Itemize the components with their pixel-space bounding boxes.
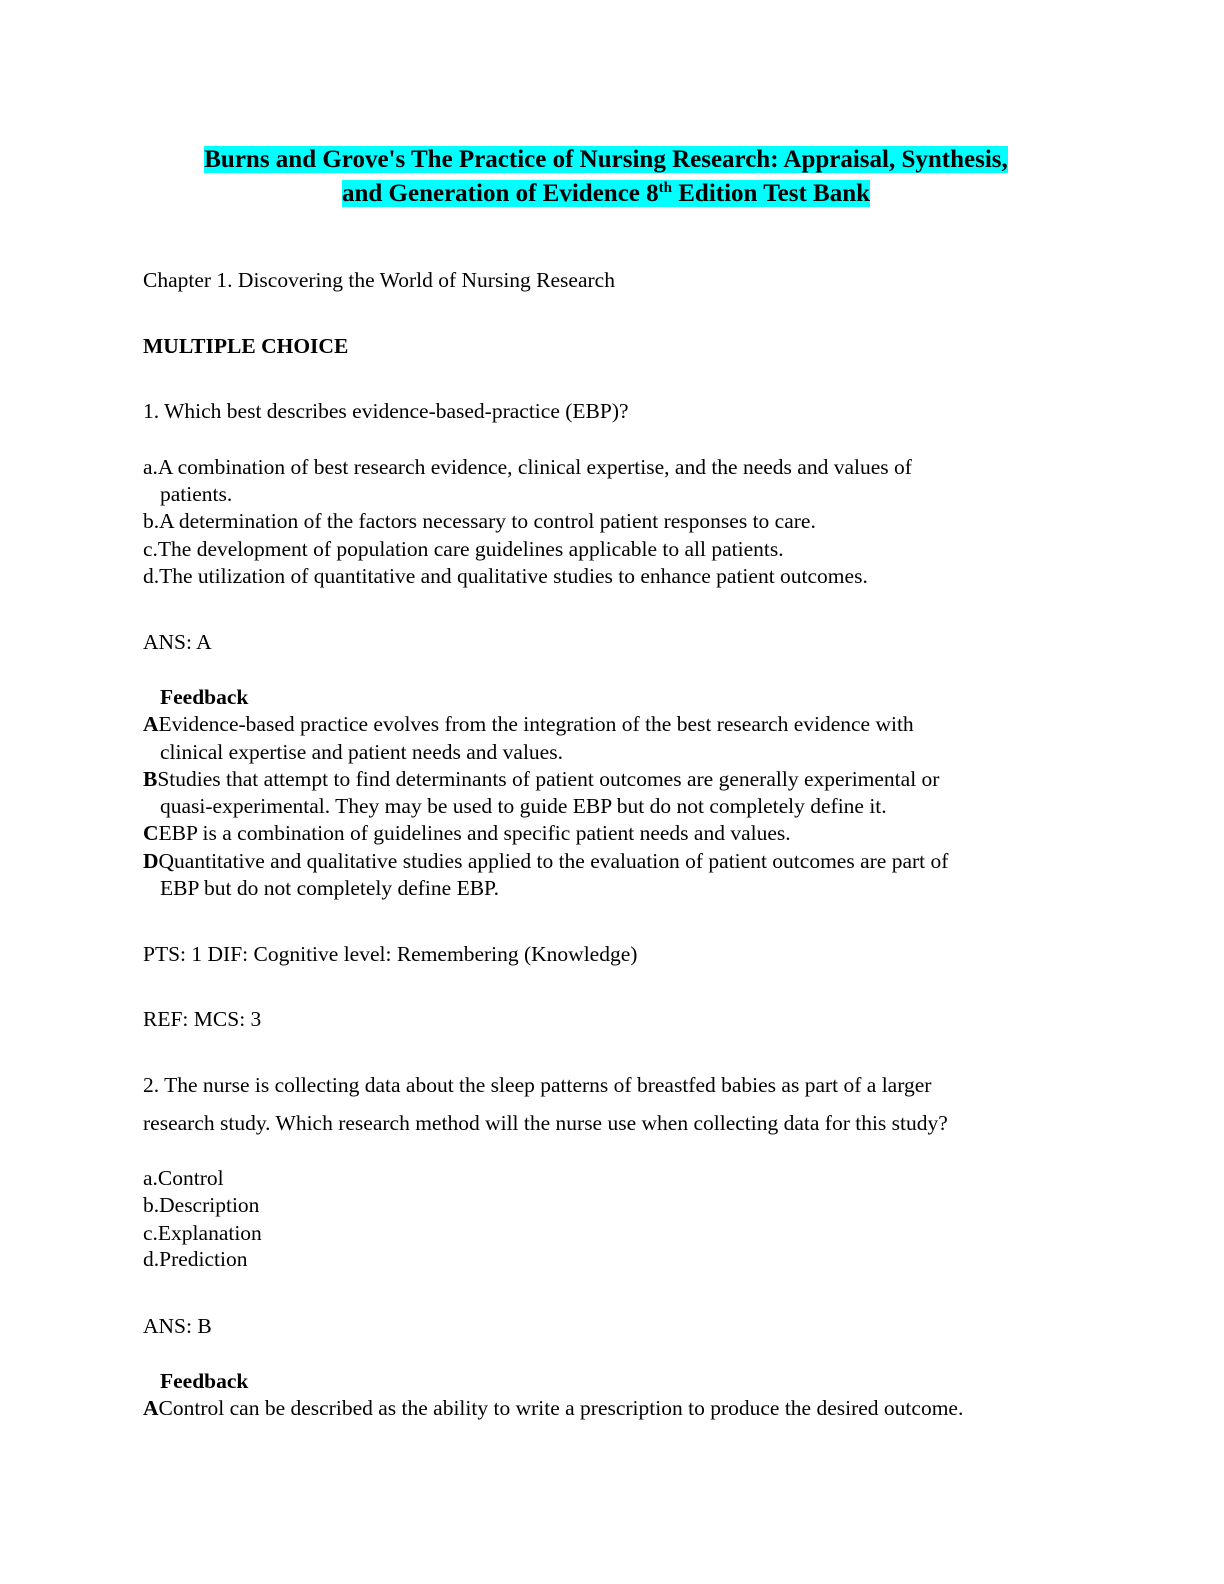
q2-answer: ANS: B (143, 1314, 212, 1338)
q2-feedback-label: Feedback (160, 1369, 249, 1393)
title-line-2-suffix: Edition Test Bank (672, 180, 871, 207)
q1-feedback-label: Feedback (160, 685, 249, 709)
q1-option-d: d.The utilization of quantitative and qualitative studies to enhance patient outcomes. (143, 564, 868, 588)
document-title (142, 143, 1070, 211)
q1-option-a: a.A combination of best research evidence, clinical expertise, and the needs and values of (143, 455, 912, 479)
feedback-text: Quantitative and qualitative studies applied to the evaluation of patient outcomes are part of (158, 849, 949, 873)
q2-option-d: d.Prediction (143, 1247, 248, 1271)
question-2-text-line-1: 2. The nurse is collecting data about the sleep patterns of breastfed babies as part of a larger (143, 1073, 932, 1097)
q2-option-a: a.Control (143, 1166, 224, 1190)
q2-feedback-a (143, 1395, 963, 1422)
q1-points-difficulty: PTS: 1 DIF: Cognitive level: Remembering (Knowledge) (143, 942, 638, 966)
feedback-letter: A (143, 1396, 159, 1420)
title-line-1: Burns and Grove's The Practice of Nursing Research: Appraisal, Synthesis, (204, 146, 1008, 173)
question-1-text: 1. Which best describes evidence-based-practice (EBP)? (143, 399, 629, 423)
title-line-2-prefix: and Generation of Evidence 8 (341, 180, 659, 207)
title-line-2 (342, 180, 870, 207)
feedback-letter: C (143, 821, 159, 845)
feedback-text: EBP is a combination of guidelines and specific patient needs and values. (158, 821, 791, 845)
q2-option-c: c.Explanation (143, 1221, 262, 1245)
q1-feedback-a (143, 711, 914, 738)
feedback-text: Control can be described as the ability to write a prescription to produce the desired outcome. (158, 1396, 964, 1420)
q1-option-c: c.The development of population care guidelines applicable to all patients. (143, 537, 784, 561)
q1-feedback-c (143, 820, 791, 847)
feedback-text: Studies that attempt to find determinants of patient outcomes are generally experimental or (157, 767, 940, 791)
q1-option-a-continued: patients. (160, 482, 233, 506)
q1-feedback-d (143, 848, 948, 875)
q1-option-b: b.A determination of the factors necessary to control patient responses to care. (143, 509, 816, 533)
feedback-letter: B (143, 767, 158, 791)
feedback-text: Evidence-based practice evolves from the integration of the best research evidence with (158, 712, 914, 736)
question-2-text-line-2: research study. Which research method will the nurse use when collecting data for this study? (143, 1111, 948, 1135)
q1-feedback-d-continued: EBP but do not completely define EBP. (160, 876, 499, 900)
feedback-letter: A (143, 712, 159, 736)
chapter-heading: Chapter 1. Discovering the World of Nursing Research (143, 268, 615, 292)
q1-feedback-b (143, 766, 939, 793)
feedback-letter: D (143, 849, 159, 873)
title-superscript: th (658, 180, 672, 196)
q2-option-b: b.Description (143, 1193, 260, 1217)
q1-reference: REF: MCS: 3 (143, 1007, 262, 1031)
q1-feedback-a-continued: clinical expertise and patient needs and values. (160, 740, 563, 764)
q1-feedback-b-continued: quasi-experimental. They may be used to guide EBP but do not completely define it. (160, 794, 887, 818)
q1-answer: ANS: A (143, 630, 212, 654)
section-heading: MULTIPLE CHOICE (143, 334, 349, 358)
